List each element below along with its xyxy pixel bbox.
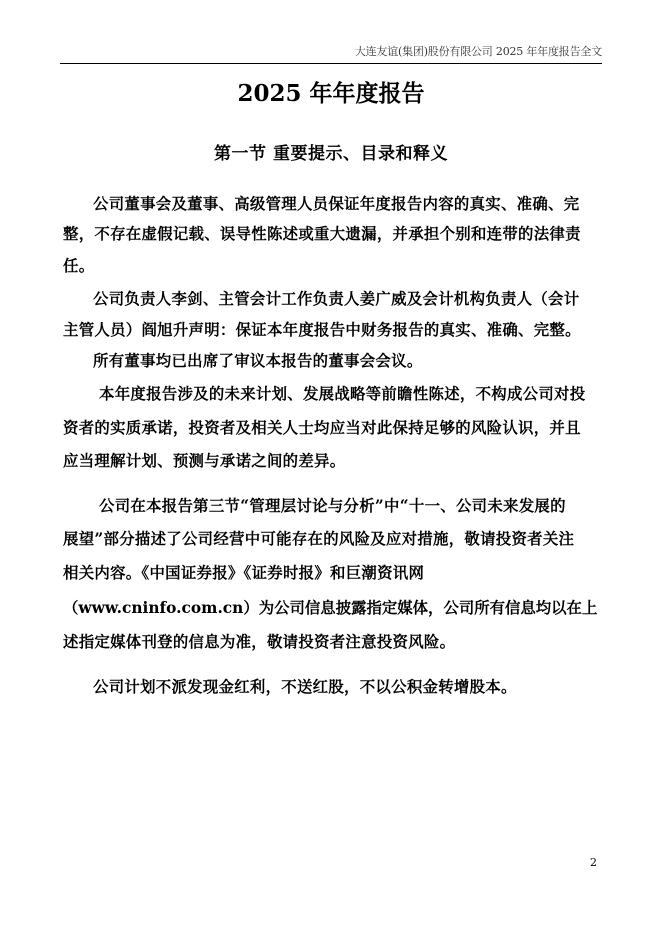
page-number: 2 — [590, 856, 597, 869]
body-text-line: 整，不存在虚假记载、误导性陈述或重大遗漏，并承担个别和连带的法律责 — [63, 225, 581, 243]
body-text-line: 述指定媒体刊登的信息为准，敬请投资者注意投资风险。 — [63, 633, 456, 651]
body-text-line: （www.cninfo.com.cn）为公司信息披露指定媒体，公司所有信息均以在上 — [63, 599, 598, 617]
body-text-line: 主管人员）阎旭升声明：保证本年度报告中财务报告的真实、准确、完整。 — [63, 321, 581, 339]
body-text-line: 相关内容。《中国证券报》《证券时报》和巨潮资讯网 — [63, 564, 425, 582]
body-text-line: 公司在本报告第三节“管理层讨论与分析”中“十一、公司未来发展的 — [99, 497, 566, 515]
header-divider — [60, 63, 602, 64]
body-text-line: 所有董事均已出席了审议本报告的董事会会议。 — [93, 352, 423, 370]
body-text-line: 应当理解计划、预测与承诺之间的差异。 — [63, 452, 346, 470]
body-text-line: 公司负责人李剑、主管会计工作负责人姜广威及会计机构负责人（会计 — [93, 290, 580, 308]
report-title: 2025 年年度报告 — [237, 80, 425, 107]
body-text-line: 公司计划不派发现金红利，不送红股，不以公积金转增股本。 — [93, 678, 517, 696]
body-text-line: 本年度报告涉及的未来计划、发展战略等前瞻性陈述，不构成公司对投 — [99, 385, 586, 403]
body-text-line: 任。 — [63, 257, 95, 275]
section-title: 第一节 重要提示、目录和释义 — [214, 144, 448, 164]
running-header: 大连友谊(集团)股份有限公司 2025 年年度报告全文 — [354, 45, 602, 58]
body-text-line: 资者的实质承诺，投资者及相关人士均应当对此保持足够的风险认识，并且 — [63, 419, 581, 437]
body-text-line: 公司董事会及董事、高级管理人员保证年度报告内容的真实、准确、完 — [93, 195, 580, 213]
body-text-line: 展望”部分描述了公司经营中可能存在的风险及应对措施，敬请投资者关注 — [63, 530, 575, 548]
